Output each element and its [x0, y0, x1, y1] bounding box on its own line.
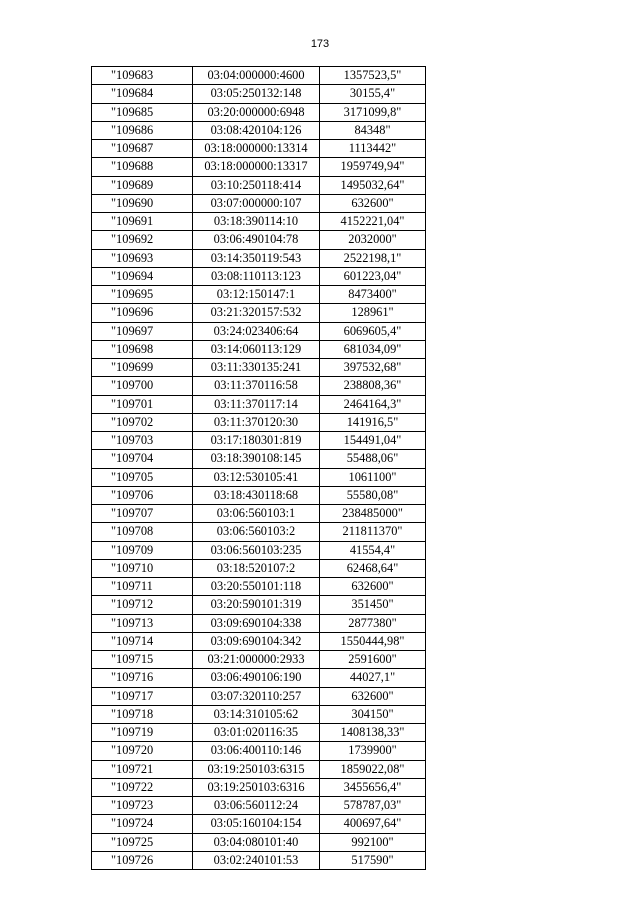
- cadastral-number-cell: 03:14:350119:543: [193, 249, 320, 267]
- table-row: [92, 121, 426, 139]
- cadastral-number-cell: 03:08:420104:126: [193, 121, 320, 139]
- value-cell: 681034,09": [320, 340, 426, 358]
- cadastral-number-cell: 03:02:240101:53: [193, 851, 320, 869]
- table-row: [92, 450, 426, 468]
- record-number-cell: "109706: [92, 486, 193, 504]
- table-row: [92, 742, 426, 760]
- table-row: [92, 687, 426, 705]
- table-row: [92, 705, 426, 723]
- cadastral-number-cell: 03:20:000000:6948: [193, 103, 320, 121]
- cadastral-number-cell: 03:08:110113:123: [193, 267, 320, 285]
- cadastral-number-cell: 03:05:250132:148: [193, 85, 320, 103]
- value-cell: 2591600": [320, 651, 426, 669]
- value-cell: 3171099,8": [320, 103, 426, 121]
- value-cell: 55488,06": [320, 450, 426, 468]
- cadastral-number-cell: 03:12:150147:1: [193, 286, 320, 304]
- record-number-cell: "109685: [92, 103, 193, 121]
- cadastral-number-cell: 03:21:320157:532: [193, 304, 320, 322]
- record-number-cell: "109693: [92, 249, 193, 267]
- record-number-cell: "109725: [92, 833, 193, 851]
- value-cell: 238808,36": [320, 377, 426, 395]
- value-cell: 44027,1": [320, 669, 426, 687]
- table-row: [92, 851, 426, 869]
- cadastral-number-cell: 03:20:550101:118: [193, 578, 320, 596]
- table-row: [92, 523, 426, 541]
- page-number: 173: [310, 38, 330, 50]
- value-cell: 400697,64": [320, 815, 426, 833]
- table-row: [92, 669, 426, 687]
- cadastral-number-cell: 03:18:390108:145: [193, 450, 320, 468]
- cadastral-number-cell: 03:06:490104:78: [193, 231, 320, 249]
- record-number-cell: "109715: [92, 651, 193, 669]
- record-number-cell: "109689: [92, 176, 193, 194]
- record-number-cell: "109714: [92, 632, 193, 650]
- value-cell: 1859022,08": [320, 760, 426, 778]
- record-number-cell: "109684: [92, 85, 193, 103]
- table-row: [92, 651, 426, 669]
- cadastral-number-cell: 03:18:000000:13317: [193, 158, 320, 176]
- value-cell: 2877380": [320, 614, 426, 632]
- value-cell: 1550444,98": [320, 632, 426, 650]
- value-cell: 2522198,1": [320, 249, 426, 267]
- table-row: [92, 596, 426, 614]
- table-row: [92, 413, 426, 431]
- value-cell: 2464164,3": [320, 395, 426, 413]
- cadastral-number-cell: 03:01:020116:35: [193, 724, 320, 742]
- record-number-cell: "109718: [92, 705, 193, 723]
- table-row: [92, 267, 426, 285]
- table-row: [92, 778, 426, 796]
- table-row: [92, 249, 426, 267]
- cadastral-number-cell: 03:19:250103:6316: [193, 778, 320, 796]
- table-row: [92, 176, 426, 194]
- record-number-cell: "109703: [92, 432, 193, 450]
- table-row: [92, 231, 426, 249]
- table-row: [92, 559, 426, 577]
- record-number-cell: "109698: [92, 340, 193, 358]
- record-number-cell: "109720: [92, 742, 193, 760]
- cadastral-number-cell: 03:12:530105:41: [193, 468, 320, 486]
- cadastral-number-cell: 03:14:060113:129: [193, 340, 320, 358]
- record-number-cell: "109713: [92, 614, 193, 632]
- record-number-cell: "109695: [92, 286, 193, 304]
- cadastral-number-cell: 03:10:250118:414: [193, 176, 320, 194]
- cadastral-number-cell: 03:14:310105:62: [193, 705, 320, 723]
- value-cell: 578787,03": [320, 797, 426, 815]
- record-number-cell: "109699: [92, 359, 193, 377]
- cadastral-number-cell: 03:18:430118:68: [193, 486, 320, 504]
- value-cell: 30155,4": [320, 85, 426, 103]
- table-row: [92, 760, 426, 778]
- record-number-cell: "109704: [92, 450, 193, 468]
- record-number-cell: "109696: [92, 304, 193, 322]
- table-row: [92, 359, 426, 377]
- cadastral-number-cell: 03:11:370116:58: [193, 377, 320, 395]
- table-row: [92, 432, 426, 450]
- cadastral-number-cell: 03:04:080101:40: [193, 833, 320, 851]
- cadastral-number-cell: 03:18:520107:2: [193, 559, 320, 577]
- value-cell: 211811370": [320, 523, 426, 541]
- cadastral-number-cell: 03:11:330135:241: [193, 359, 320, 377]
- cadastral-number-cell: 03:11:370117:14: [193, 395, 320, 413]
- record-number-cell: "109716: [92, 669, 193, 687]
- value-cell: 1408138,33": [320, 724, 426, 742]
- value-cell: 3455656,4": [320, 778, 426, 796]
- record-number-cell: "109690: [92, 194, 193, 212]
- record-number-cell: "109710: [92, 559, 193, 577]
- record-number-cell: "109707: [92, 505, 193, 523]
- record-number-cell: "109722: [92, 778, 193, 796]
- cadastral-number-cell: 03:06:560103:1: [193, 505, 320, 523]
- value-cell: 601223,04": [320, 267, 426, 285]
- table-row: [92, 322, 426, 340]
- table-row: [92, 797, 426, 815]
- cadastral-number-cell: 03:06:560103:235: [193, 541, 320, 559]
- table-row: [92, 304, 426, 322]
- table-row: [92, 286, 426, 304]
- record-number-cell: "109683: [92, 67, 193, 85]
- value-cell: 84348": [320, 121, 426, 139]
- record-number-cell: "109723: [92, 797, 193, 815]
- table-row: [92, 724, 426, 742]
- record-number-cell: "109711: [92, 578, 193, 596]
- table-row: [92, 67, 426, 85]
- cadastral-number-cell: 03:21:000000:2933: [193, 651, 320, 669]
- value-cell: 992100": [320, 833, 426, 851]
- table-row: [92, 486, 426, 504]
- cadastral-number-cell: 03:06:560103:2: [193, 523, 320, 541]
- record-number-cell: "109694: [92, 267, 193, 285]
- cadastral-number-cell: 03:04:000000:4600: [193, 67, 320, 85]
- table-row: [92, 505, 426, 523]
- cadastral-number-cell: 03:09:690104:338: [193, 614, 320, 632]
- cadastral-number-cell: 03:06:560112:24: [193, 797, 320, 815]
- record-number-cell: "109724: [92, 815, 193, 833]
- table-row: [92, 833, 426, 851]
- table-row: [92, 158, 426, 176]
- value-cell: 351450": [320, 596, 426, 614]
- value-cell: 1739900": [320, 742, 426, 760]
- value-cell: 6069605,4": [320, 322, 426, 340]
- value-cell: 141916,5": [320, 413, 426, 431]
- value-cell: 4152221,04": [320, 213, 426, 231]
- record-number-cell: "109701: [92, 395, 193, 413]
- record-number-cell: "109717: [92, 687, 193, 705]
- table-row: [92, 614, 426, 632]
- cadastral-number-cell: 03:07:320110:257: [193, 687, 320, 705]
- value-cell: 632600": [320, 194, 426, 212]
- record-number-cell: "109692: [92, 231, 193, 249]
- table-row: [92, 103, 426, 121]
- value-cell: 632600": [320, 578, 426, 596]
- record-number-cell: "109700: [92, 377, 193, 395]
- table-row: [92, 541, 426, 559]
- record-number-cell: "109705: [92, 468, 193, 486]
- cadastral-number-cell: 03:06:400110:146: [193, 742, 320, 760]
- table-row: [92, 632, 426, 650]
- table-row: [92, 395, 426, 413]
- table-body: [92, 67, 426, 870]
- value-cell: 1113442": [320, 140, 426, 158]
- record-number-cell: "109709: [92, 541, 193, 559]
- cadastral-number-cell: 03:07:000000:107: [193, 194, 320, 212]
- value-cell: 128961": [320, 304, 426, 322]
- record-number-cell: "109702: [92, 413, 193, 431]
- cadastral-number-cell: 03:05:160104:154: [193, 815, 320, 833]
- cadastral-number-cell: 03:19:250103:6315: [193, 760, 320, 778]
- value-cell: 517590": [320, 851, 426, 869]
- table-row: [92, 340, 426, 358]
- record-number-cell: "109721: [92, 760, 193, 778]
- value-cell: 1357523,5": [320, 67, 426, 85]
- table-row: [92, 213, 426, 231]
- value-cell: 632600": [320, 687, 426, 705]
- record-number-cell: "109691: [92, 213, 193, 231]
- value-cell: 8473400": [320, 286, 426, 304]
- value-cell: 55580,08": [320, 486, 426, 504]
- cadastral-number-cell: 03:06:490106:190: [193, 669, 320, 687]
- record-number-cell: "109712: [92, 596, 193, 614]
- record-number-cell: "109688: [92, 158, 193, 176]
- table-row: [92, 377, 426, 395]
- table-row: [92, 815, 426, 833]
- cadastral-number-cell: 03:11:370120:30: [193, 413, 320, 431]
- value-cell: 1061100": [320, 468, 426, 486]
- cadastral-number-cell: 03:20:590101:319: [193, 596, 320, 614]
- value-cell: 62468,64": [320, 559, 426, 577]
- record-number-cell: "109719: [92, 724, 193, 742]
- value-cell: 154491,04": [320, 432, 426, 450]
- cadastral-number-cell: 03:24:023406:64: [193, 322, 320, 340]
- table-row: [92, 194, 426, 212]
- cadastral-number-cell: 03:18:000000:13314: [193, 140, 320, 158]
- record-number-cell: "109708: [92, 523, 193, 541]
- table-row: [92, 468, 426, 486]
- value-cell: 397532,68": [320, 359, 426, 377]
- table-row: [92, 578, 426, 596]
- data-table: [91, 66, 426, 870]
- value-cell: 2032000": [320, 231, 426, 249]
- record-number-cell: "109687: [92, 140, 193, 158]
- value-cell: 304150": [320, 705, 426, 723]
- table-row: [92, 140, 426, 158]
- record-number-cell: "109686: [92, 121, 193, 139]
- record-number-cell: "109726: [92, 851, 193, 869]
- value-cell: 1959749,94": [320, 158, 426, 176]
- value-cell: 41554,4": [320, 541, 426, 559]
- record-number-cell: "109697: [92, 322, 193, 340]
- cadastral-number-cell: 03:18:390114:10: [193, 213, 320, 231]
- cadastral-number-cell: 03:09:690104:342: [193, 632, 320, 650]
- cadastral-number-cell: 03:17:180301:819: [193, 432, 320, 450]
- value-cell: 1495032,64": [320, 176, 426, 194]
- table-row: [92, 85, 426, 103]
- value-cell: 238485000": [320, 505, 426, 523]
